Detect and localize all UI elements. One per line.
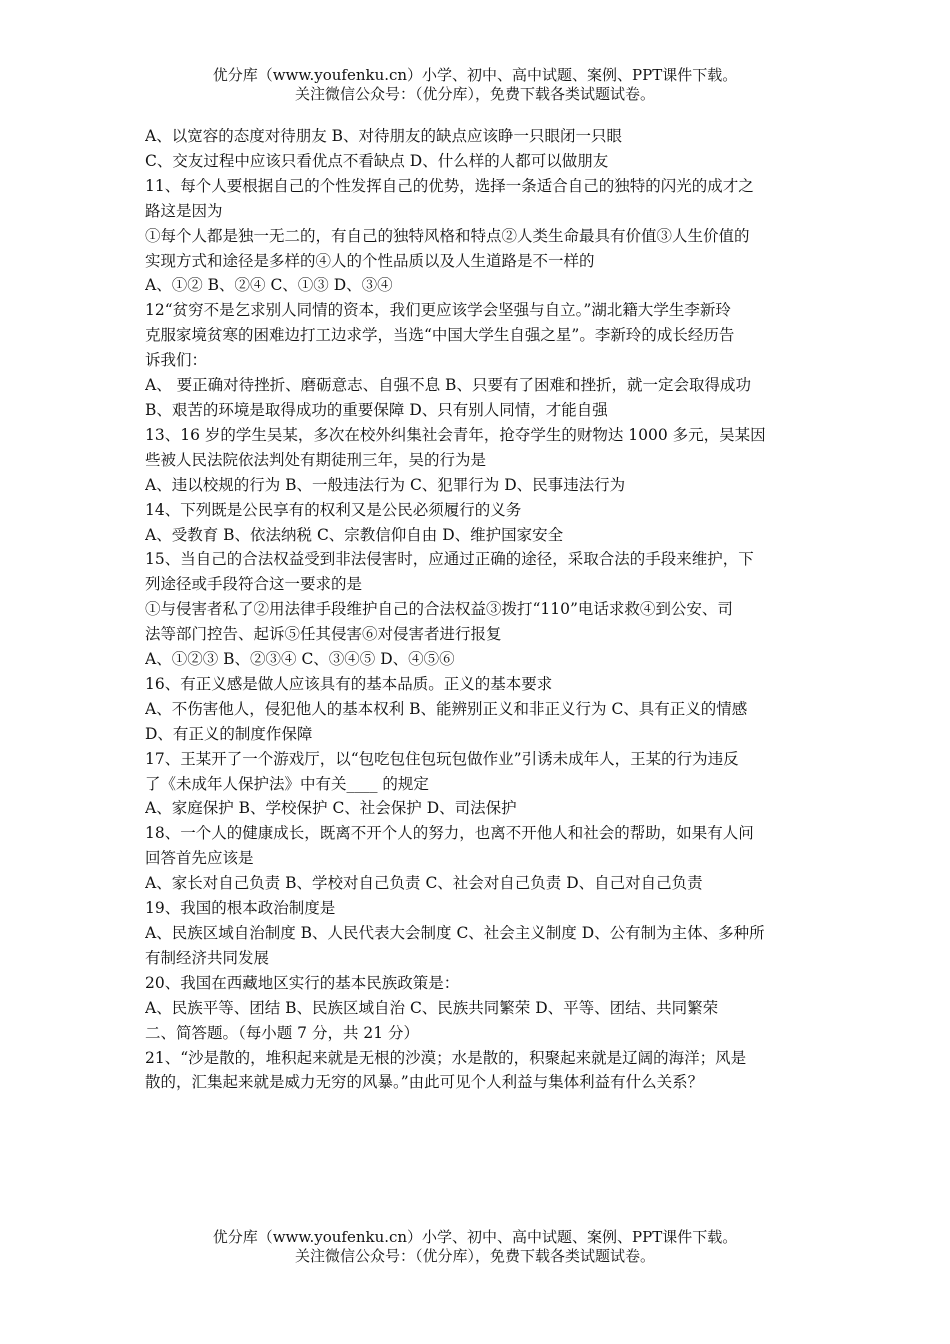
text-line: C、交友过程中应该只看优点不看缺点 D、什么样的人都可以做朋友 — [145, 151, 609, 170]
text-line: A、家长对自己负责 B、学校对自己负责 C、社会对自己负责 D、自己对自己负责 — [145, 874, 703, 893]
text-line: A、民族区域自治制度 B、人民代表大会制度 C、社会主义制度 D、公有制为主体、多种所 — [145, 924, 765, 942]
text-line: 21、“沙是散的，堆积起来就是无根的沙漠；水是散的，积聚起来就是辽阔的海洋；风是 — [145, 1048, 747, 1067]
text-line: 二、简答题。（每小题 7 分，共 21 分） — [145, 1023, 420, 1042]
text-line: A、①②③ B、②③④ C、③④⑤ D、④⑤⑥ — [145, 650, 455, 669]
text-line: 14、下列既是公民享有的权利又是公民必须履行的义务 — [145, 500, 522, 519]
text-line: D、有正义的制度作保障 — [145, 724, 313, 743]
text-line: A、以宽容的态度对待朋友 B、对待朋友的缺点应该睁一只眼闭一只眼 — [145, 127, 623, 145]
page-footer — [0, 1228, 950, 1266]
text-line: ①与侵害者私了②用法律手段维护自己的合法权益③拨打“110”电话求救④到公安、司 — [145, 600, 733, 619]
text-line: 有制经济共同发展 — [145, 948, 270, 967]
text-line: 法等部门控告、起诉⑤任其侵害⑥对侵害者进行报复 — [145, 625, 502, 644]
text-line: 11、每个人要根据自己的个性发挥自己的优势，选择一条适合自己的独特的闪光的成才之 — [145, 176, 754, 195]
text-line: 回答首先应该是 — [145, 849, 254, 868]
text-line: 15、当自己的合法权益受到非法侵害时，应通过正确的途径，采取合法的手段来维护，下 — [145, 550, 754, 569]
footer-line-2: 关注微信公众号：（优分库），免费下载各类试题试卷。 — [294, 1247, 655, 1265]
footer-line-1: 优分库（www.youfenku.cn）小学、初中、高中试题、案例、PPT课件下载。 — [212, 1228, 738, 1246]
text-line: 些被人民法院依法判处有期徒刑三年，吴的行为是 — [145, 450, 487, 469]
text-line: ①每个人都是独一无二的，有自己的独特风格和特点②人类生命最具有价值③人生价值的 — [145, 226, 750, 245]
text-line: 路这是因为 — [145, 201, 223, 220]
text-line: A、民族平等、团结 B、民族区域自治 C、民族共同繁荣 D、平等、团结、共同繁荣 — [145, 998, 719, 1017]
page-header — [0, 66, 950, 104]
text-line: A、受教育 B、依法纳税 C、宗教信仰自由 D、维护国家安全 — [145, 525, 564, 544]
text-line: 列途径或手段符合这一要求的是 — [145, 575, 363, 594]
text-line: A、不伤害他人，侵犯他人的基本权利 B、能辨别正义和非正义行为 C、具有正义的情感 — [145, 699, 748, 718]
text-line: 散的，汇集起来就是威力无穷的风暴。”由此可见个人利益与集体利益有什么关系？ — [145, 1073, 704, 1092]
text-line: A、违以校规的行为 B、一般违法行为 C、犯罪行为 D、民事违法行为 — [145, 475, 626, 494]
text-line: 12“贫穷不是乞求别人同情的资本，我们更应该学会坚强与自立。”湖北籍大学生李新玲 — [145, 301, 731, 320]
text-line: 19、我国的根本政治制度是 — [145, 899, 336, 918]
text-line: A、家庭保护 B、学校保护 C、社会保护 D、司法保护 — [145, 799, 517, 818]
text-line: 13、16 岁的学生吴某，多次在校外纠集社会青年，抢夺学生的财物达 1000 多元，吴某因 — [145, 425, 766, 444]
text-line: A、①② B、②④ C、①③ D、③④ — [145, 276, 393, 295]
header-line-1: 优分库（www.youfenku.cn）小学、初中、高中试题、案例、PPT课件下载。 — [212, 66, 738, 84]
text-line: 克服家境贫寒的困难边打工边求学，当选“中国大学生自强之星”。李新玲的成长经历告 — [145, 326, 735, 345]
text-line: 了《未成年人保护法》中有关____ 的规定 — [145, 774, 429, 793]
text-line: 16、有正义感是做人应该具有的基本品质。正义的基本要求 — [145, 674, 553, 693]
text-line: 实现方式和途径是多样的④人的个性品质以及人生道路是不一样的 — [145, 251, 595, 270]
text-line: 18、一个人的健康成长，既离不开个人的努力，也离不开他人和社会的帮助，如果有人问 — [145, 824, 754, 843]
text-line: 17、王某开了一个游戏厅，以“包吃包住包玩包做作业”引诱未成年人，王某的行为违反 — [145, 749, 739, 768]
text-line: A、 要正确对待挫折、磨砺意志、自强不息 B、只要有了困难和挫折，就一定会取得成功 — [145, 376, 751, 395]
header-line-2: 关注微信公众号：（优分库），免费下载各类试题试卷。 — [294, 85, 655, 103]
text-line: 20、我国在西藏地区实行的基本民族政策是： — [145, 973, 460, 992]
text-line: B、艰苦的环境是取得成功的重要保障 D、只有别人同情，才能自强 — [145, 400, 608, 419]
text-line: 诉我们： — [145, 351, 208, 370]
document-body — [145, 124, 810, 1095]
